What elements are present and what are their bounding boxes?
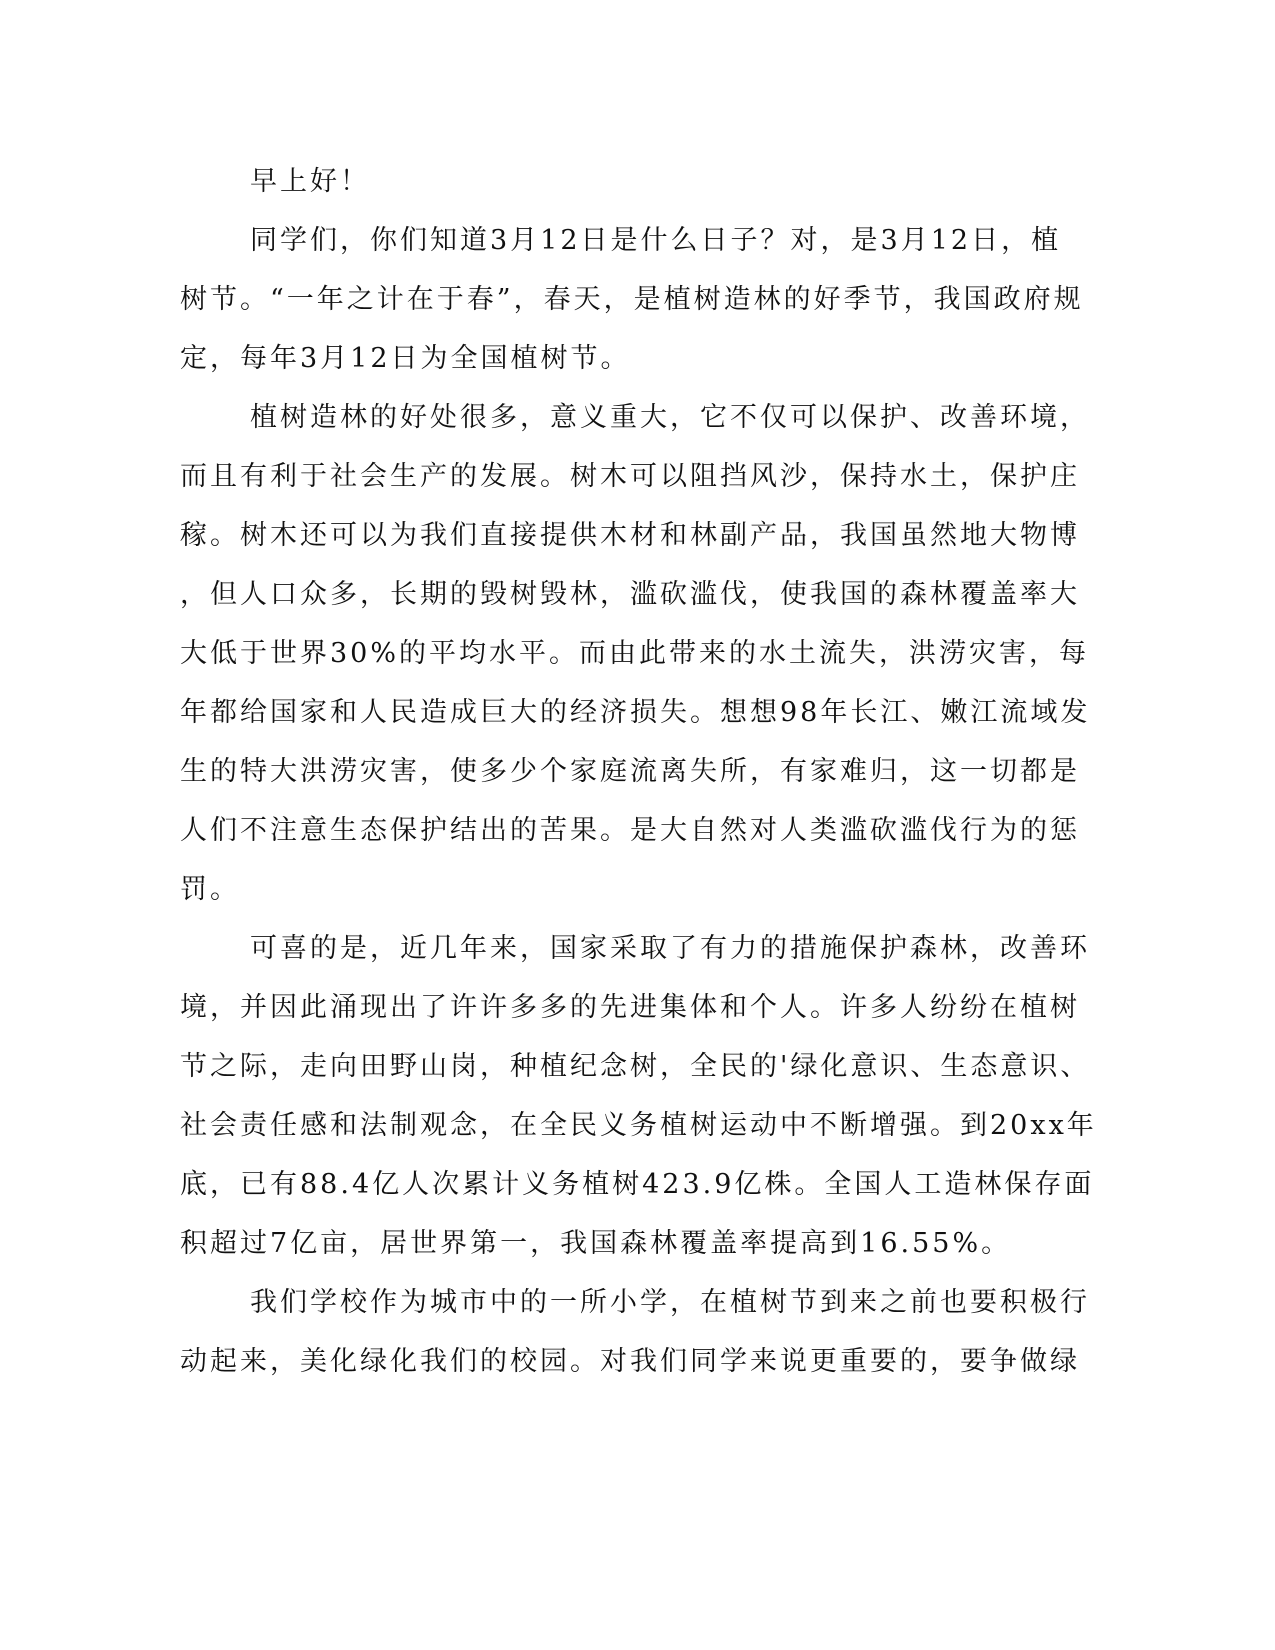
paragraph-3-line-2: 境，并因此涌现出了许许多多的先进集体和个人。许多人纷纷在植树	[180, 992, 1080, 1023]
greeting-line: 早上好！	[250, 166, 370, 197]
paragraph-3-line-3: 节之际，走向田野山岗，种植纪念树，全民的'绿化意识、生态意识、	[180, 1051, 1091, 1082]
paragraph-4-line-1: 我们学校作为城市中的一所小学，在植树节到来之前也要积极行	[250, 1287, 1090, 1318]
paragraph-2-line-9: 罚。	[180, 874, 240, 905]
paragraph-2-line-8: 人们不注意生态保护结出的苦果。是大自然对人类滥砍滥伐行为的惩	[180, 815, 1080, 846]
paragraph-3-line-6: 积超过7亿亩，居世界第一，我国森林覆盖率提高到16.55%。	[180, 1228, 1012, 1259]
paragraph-3-line-1: 可喜的是，近几年来，国家采取了有力的措施保护森林，改善环	[250, 933, 1090, 964]
paragraph-2-line-7: 生的特大洪涝灾害，使多少个家庭流离失所，有家难归，这一切都是	[180, 756, 1080, 787]
paragraph-2-line-2: 而且有利于社会生产的发展。树木可以阻挡风沙，保持水土，保护庄	[180, 461, 1080, 492]
paragraph-4-line-2: 动起来，美化绿化我们的校园。对我们同学来说更重要的，要争做绿	[180, 1346, 1080, 1377]
paragraph-2-line-4: ，但人口众多，长期的毁树毁林，滥砍滥伐，使我国的森林覆盖率大	[180, 579, 1080, 610]
paragraph-2-line-1: 植树造林的好处很多，意义重大，它不仅可以保护、改善环境，	[250, 402, 1090, 433]
paragraph-1-line-2: 树节。“一年之计在于春”，春天，是植树造林的好季节，我国政府规	[180, 284, 1084, 315]
paragraph-2-line-3: 稼。树木还可以为我们直接提供木材和林副产品，我国虽然地大物博	[180, 520, 1080, 551]
paragraph-2-line-5: 大低于世界30%的平均水平。而由此带来的水土流失，洪涝灾害，每	[180, 638, 1090, 669]
paragraph-3-line-5: 底，已有88.4亿人次累计义务植树423.9亿株。全国人工造林保存面	[180, 1169, 1095, 1200]
paragraph-3-line-4: 社会责任感和法制观念，在全民义务植树运动中不断增强。到20xx年	[180, 1110, 1097, 1141]
paragraph-1-line-1: 同学们，你们知道3月12日是什么日子？对，是3月12日，植	[250, 225, 1062, 256]
paragraph-1-line-3: 定，每年3月12日为全国植树节。	[180, 343, 631, 374]
paragraph-2-line-6: 年都给国家和人民造成巨大的经济损失。想想98年长江、嫩江流域发	[180, 697, 1091, 728]
